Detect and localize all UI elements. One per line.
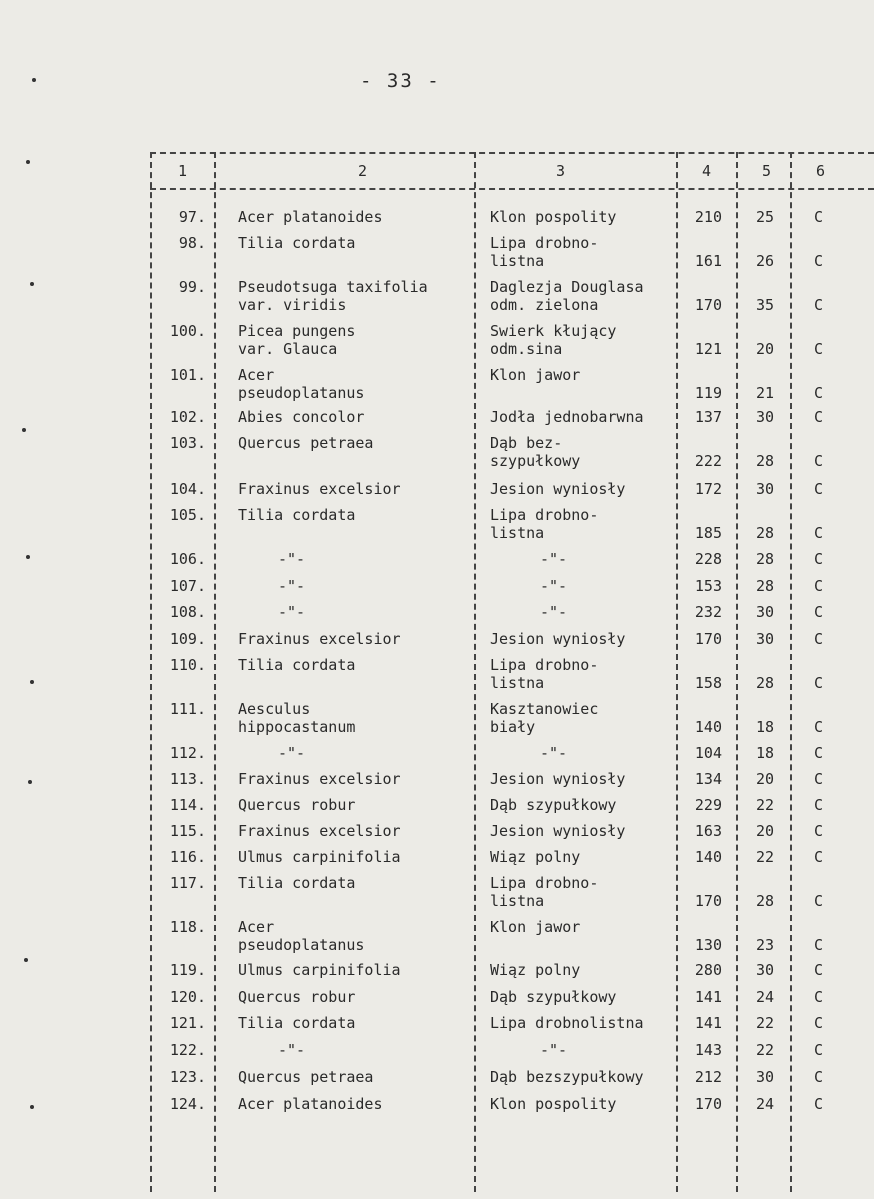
- column-4-value: 163: [694, 822, 722, 840]
- column-4-value: 172: [694, 480, 722, 498]
- latin-name: Acer platanoides: [238, 1095, 383, 1113]
- row-number: 107.: [169, 577, 206, 595]
- column-4-value: 170: [694, 892, 722, 910]
- column-6-value: C: [814, 822, 824, 840]
- column-5-value: 30: [755, 408, 774, 426]
- latin-name: Quercus petraea: [238, 434, 374, 452]
- column-4-value: 140: [694, 848, 722, 866]
- column-6-value: C: [814, 936, 824, 954]
- polish-name: -"-: [540, 744, 568, 762]
- latin-name: Tilia cordata: [238, 656, 356, 674]
- polish-name: odm. zielona: [490, 296, 599, 314]
- row-number: 99.: [178, 278, 206, 296]
- polish-name: Dąb bezszypułkowy: [490, 1068, 644, 1086]
- polish-name: Jesion wyniosły: [490, 480, 626, 498]
- latin-name: Abies concolor: [238, 408, 365, 426]
- polish-name: listna: [490, 524, 545, 542]
- column-header: 2: [358, 162, 368, 180]
- row-number: 114.: [169, 796, 206, 814]
- latin-name: Fraxinus excelsior: [238, 770, 401, 788]
- column-header: 1: [178, 162, 188, 180]
- row-number: 101.: [169, 366, 206, 384]
- latin-name: -"-: [278, 577, 306, 595]
- column-6-value: C: [814, 1014, 824, 1032]
- polish-name: Dąb bez-: [490, 434, 563, 452]
- column-4-value: 210: [694, 208, 722, 226]
- polish-name: Kasztanowiec: [490, 700, 599, 718]
- column-4-value: 121: [694, 340, 722, 358]
- latin-name: var. viridis: [238, 296, 347, 314]
- row-number: 120.: [169, 988, 206, 1006]
- latin-name: Acer: [238, 366, 275, 384]
- column-5-value: 30: [755, 480, 774, 498]
- column-6-value: C: [814, 744, 824, 762]
- polish-name: Wiąz polny: [490, 848, 581, 866]
- polish-name: Jesion wyniosły: [490, 770, 626, 788]
- column-4-value: 185: [694, 524, 722, 542]
- latin-name: pseudoplatanus: [238, 384, 365, 402]
- latin-name: Aesculus: [238, 700, 311, 718]
- table-column-rule: [214, 152, 216, 1192]
- column-4-value: 212: [694, 1068, 722, 1086]
- column-4-value: 119: [694, 384, 722, 402]
- column-4-value: 280: [694, 961, 722, 979]
- column-4-value: 170: [694, 296, 722, 314]
- column-5-value: 26: [755, 252, 774, 270]
- latin-name: Ulmus carpinifolia: [238, 848, 401, 866]
- margin-dot: [26, 160, 30, 164]
- polish-name: Swierk kłujący: [490, 322, 617, 340]
- column-4-value: 228: [694, 550, 722, 568]
- polish-name: Lipa drobnolistna: [490, 1014, 644, 1032]
- margin-dot: [30, 680, 34, 684]
- column-5-value: 25: [755, 208, 774, 226]
- column-6-value: C: [814, 480, 824, 498]
- column-6-value: C: [814, 524, 824, 542]
- polish-name: Klon jawor: [490, 918, 581, 936]
- latin-name: Quercus robur: [238, 796, 356, 814]
- table-column-rule: [736, 152, 738, 1192]
- latin-name: -"-: [278, 1041, 306, 1059]
- page-number: - 33 -: [360, 70, 441, 92]
- column-4-value: 104: [694, 744, 722, 762]
- polish-name: Dąb szypułkowy: [490, 988, 617, 1006]
- margin-dot: [26, 555, 30, 559]
- row-number: 111.: [169, 700, 206, 718]
- polish-name: -"-: [540, 603, 568, 621]
- polish-name: Jodła jednobarwna: [490, 408, 644, 426]
- polish-name: Lipa drobno-: [490, 506, 599, 524]
- margin-dot: [32, 78, 36, 82]
- polish-name: Wiąz polny: [490, 961, 581, 979]
- row-number: 100.: [169, 322, 206, 340]
- column-header: 5: [762, 162, 772, 180]
- column-6-value: C: [814, 848, 824, 866]
- column-4-value: 222: [694, 452, 722, 470]
- column-6-value: C: [814, 674, 824, 692]
- margin-dot: [30, 282, 34, 286]
- column-5-value: 30: [755, 1068, 774, 1086]
- column-5-value: 28: [755, 892, 774, 910]
- column-header: 3: [556, 162, 566, 180]
- column-5-value: 28: [755, 524, 774, 542]
- row-number: 117.: [169, 874, 206, 892]
- latin-name: Tilia cordata: [238, 234, 356, 252]
- column-4-value: 158: [694, 674, 722, 692]
- polish-name: Jesion wyniosły: [490, 822, 626, 840]
- column-5-value: 21: [755, 384, 774, 402]
- row-number: 110.: [169, 656, 206, 674]
- row-number: 113.: [169, 770, 206, 788]
- row-number: 102.: [169, 408, 206, 426]
- latin-name: Pseudotsuga taxifolia: [238, 278, 428, 296]
- latin-name: var. Glauca: [238, 340, 338, 358]
- column-5-value: 35: [755, 296, 774, 314]
- margin-dot: [24, 958, 28, 962]
- row-number: 106.: [169, 550, 206, 568]
- polish-name: Lipa drobno-: [490, 656, 599, 674]
- column-5-value: 28: [755, 452, 774, 470]
- column-5-value: 24: [755, 988, 774, 1006]
- column-6-value: C: [814, 1041, 824, 1059]
- margin-dot: [22, 428, 26, 432]
- latin-name: hippocastanum: [238, 718, 356, 736]
- column-6-value: C: [814, 770, 824, 788]
- column-6-value: C: [814, 452, 824, 470]
- row-number: 122.: [169, 1041, 206, 1059]
- polish-name: Klon jawor: [490, 366, 581, 384]
- column-5-value: 23: [755, 936, 774, 954]
- row-number: 119.: [169, 961, 206, 979]
- table-top-rule: [150, 152, 874, 154]
- row-number: 118.: [169, 918, 206, 936]
- latin-name: Fraxinus excelsior: [238, 630, 401, 648]
- latin-name: Quercus petraea: [238, 1068, 374, 1086]
- column-4-value: 130: [694, 936, 722, 954]
- latin-name: pseudoplatanus: [238, 936, 365, 954]
- row-number: 123.: [169, 1068, 206, 1086]
- column-header: 4: [702, 162, 712, 180]
- latin-name: Acer: [238, 918, 275, 936]
- column-4-value: 161: [694, 252, 722, 270]
- polish-name: Daglezja Douglasa: [490, 278, 644, 296]
- column-5-value: 30: [755, 630, 774, 648]
- column-6-value: C: [814, 718, 824, 736]
- column-5-value: 30: [755, 961, 774, 979]
- row-number: 104.: [169, 480, 206, 498]
- column-6-value: C: [814, 252, 824, 270]
- column-6-value: C: [814, 550, 824, 568]
- latin-name: Acer platanoides: [238, 208, 383, 226]
- column-4-value: 141: [694, 988, 722, 1006]
- latin-name: -"-: [278, 744, 306, 762]
- polish-name: odm.sina: [490, 340, 563, 358]
- margin-dot: [30, 1105, 34, 1109]
- column-6-value: C: [814, 988, 824, 1006]
- column-4-value: 137: [694, 408, 722, 426]
- polish-name: Lipa drobno-: [490, 234, 599, 252]
- column-4-value: 232: [694, 603, 722, 621]
- table-column-rule: [676, 152, 678, 1192]
- column-header: 6: [816, 162, 826, 180]
- latin-name: Tilia cordata: [238, 506, 356, 524]
- polish-name: Lipa drobno-: [490, 874, 599, 892]
- row-number: 97.: [178, 208, 206, 226]
- column-6-value: C: [814, 630, 824, 648]
- row-number: 121.: [169, 1014, 206, 1032]
- column-5-value: 18: [755, 744, 774, 762]
- column-5-value: 22: [755, 796, 774, 814]
- column-4-value: 140: [694, 718, 722, 736]
- column-5-value: 20: [755, 822, 774, 840]
- latin-name: Ulmus carpinifolia: [238, 961, 401, 979]
- column-5-value: 20: [755, 340, 774, 358]
- latin-name: -"-: [278, 603, 306, 621]
- column-6-value: C: [814, 1068, 824, 1086]
- column-5-value: 18: [755, 718, 774, 736]
- latin-name: Tilia cordata: [238, 874, 356, 892]
- polish-name: -"-: [540, 550, 568, 568]
- row-number: 109.: [169, 630, 206, 648]
- polish-name: biały: [490, 718, 536, 736]
- column-6-value: C: [814, 1095, 824, 1113]
- latin-name: Quercus robur: [238, 988, 356, 1006]
- column-6-value: C: [814, 340, 824, 358]
- margin-dot: [28, 780, 32, 784]
- column-6-value: C: [814, 796, 824, 814]
- column-6-value: C: [814, 408, 824, 426]
- column-6-value: C: [814, 384, 824, 402]
- column-4-value: 141: [694, 1014, 722, 1032]
- table-column-rule: [790, 152, 792, 1192]
- column-5-value: 28: [755, 674, 774, 692]
- latin-name: Fraxinus excelsior: [238, 822, 401, 840]
- column-5-value: 20: [755, 770, 774, 788]
- polish-name: listna: [490, 892, 545, 910]
- column-6-value: C: [814, 892, 824, 910]
- column-5-value: 22: [755, 1041, 774, 1059]
- column-4-value: 229: [694, 796, 722, 814]
- polish-name: Jesion wyniosły: [490, 630, 626, 648]
- column-5-value: 28: [755, 550, 774, 568]
- polish-name: listna: [490, 252, 545, 270]
- latin-name: Tilia cordata: [238, 1014, 356, 1032]
- latin-name: -"-: [278, 550, 306, 568]
- row-number: 112.: [169, 744, 206, 762]
- row-number: 124.: [169, 1095, 206, 1113]
- row-number: 98.: [178, 234, 206, 252]
- table-column-rule: [474, 152, 476, 1192]
- latin-name: Fraxinus excelsior: [238, 480, 401, 498]
- polish-name: -"-: [540, 1041, 568, 1059]
- latin-name: Picea pungens: [238, 322, 356, 340]
- column-6-value: C: [814, 603, 824, 621]
- column-6-value: C: [814, 296, 824, 314]
- column-4-value: 153: [694, 577, 722, 595]
- row-number: 108.: [169, 603, 206, 621]
- polish-name: Klon pospolity: [490, 208, 617, 226]
- column-5-value: 22: [755, 1014, 774, 1032]
- column-5-value: 28: [755, 577, 774, 595]
- column-4-value: 170: [694, 1095, 722, 1113]
- row-number: 115.: [169, 822, 206, 840]
- column-4-value: 170: [694, 630, 722, 648]
- column-4-value: 143: [694, 1041, 722, 1059]
- row-number: 116.: [169, 848, 206, 866]
- column-6-value: C: [814, 577, 824, 595]
- column-5-value: 30: [755, 603, 774, 621]
- polish-name: Klon pospolity: [490, 1095, 617, 1113]
- table-header-rule: [150, 188, 874, 190]
- row-number: 105.: [169, 506, 206, 524]
- polish-name: szypułkowy: [490, 452, 581, 470]
- polish-name: listna: [490, 674, 545, 692]
- column-5-value: 22: [755, 848, 774, 866]
- column-5-value: 24: [755, 1095, 774, 1113]
- polish-name: Dąb szypułkowy: [490, 796, 617, 814]
- polish-name: -"-: [540, 577, 568, 595]
- column-6-value: C: [814, 961, 824, 979]
- column-4-value: 134: [694, 770, 722, 788]
- row-number: 103.: [169, 434, 206, 452]
- column-6-value: C: [814, 208, 824, 226]
